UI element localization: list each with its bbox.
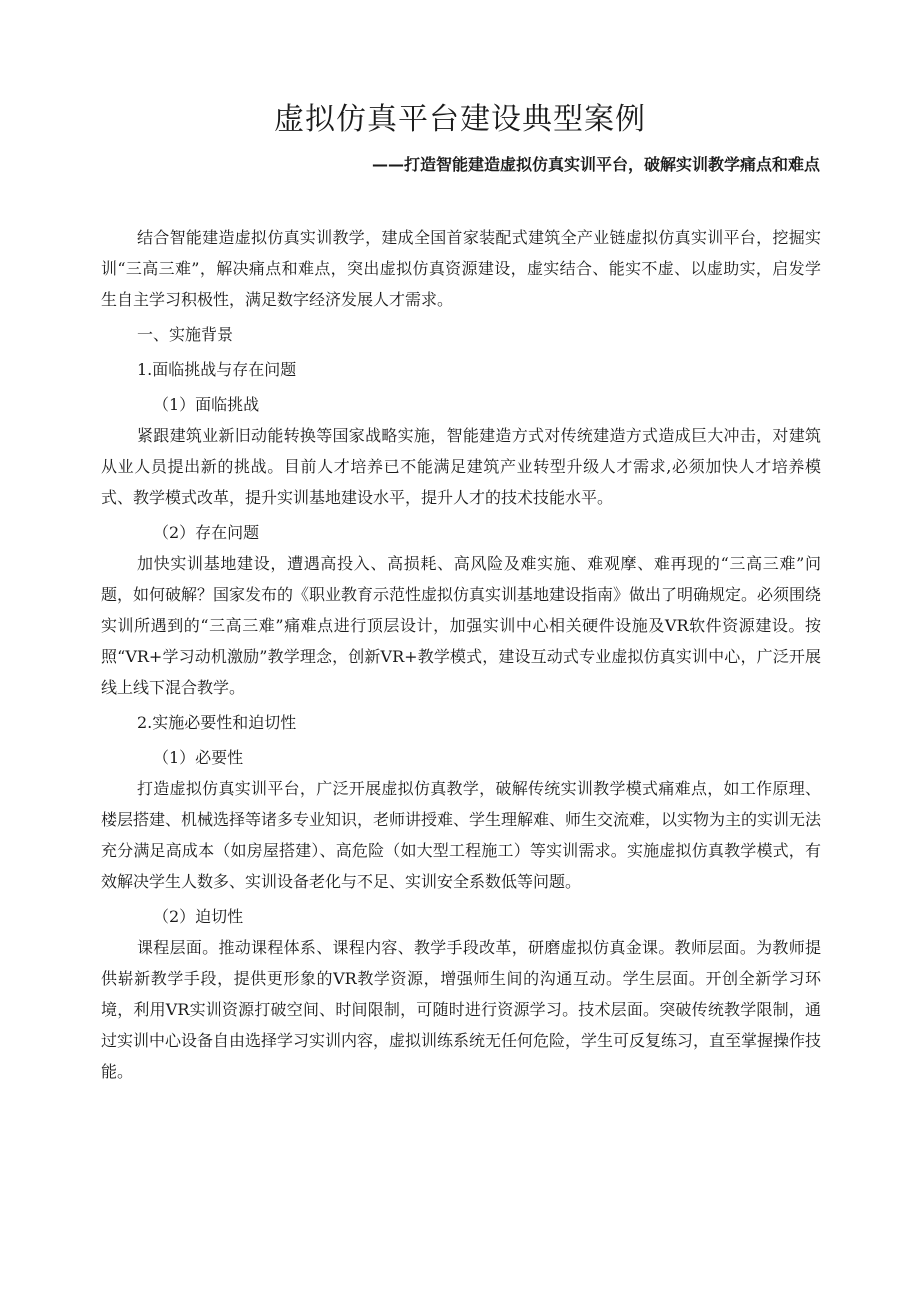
section-heading: 一、实施背景 (137, 325, 234, 344)
document-title: 虚拟仿真平台建设典型案例 (274, 102, 646, 137)
body-paragraph: 打造虚拟仿真实训平台，广泛开展虚拟仿真教学，破解传统实训教学模式痛难点，如工作原理、楼层搭建、机械选择等诸多专业知识，老师讲授难、学生理解难、师生交流难，以实物为主的实训无法充分满足高成本（如房屋搭建）、高危险（如大型工程施工）等实训需求。实施虚拟仿真教学模式，有效解决学生人数多、实训设备老化与不足、实训安全系数低等问题。 (101, 779, 822, 891)
item-heading: （2）存在问题 (153, 523, 260, 542)
body-paragraph: 紧跟建筑业新旧动能转换等国家战略实施，智能建造方式对传统建造方式造成巨大冲击，对建筑从业人员提出新的挑战。目前人才培养已不能满足建筑产业转型升级人才需求,必须加快人才培养模式、教学模式改革，提升实训基地建设水平，提升人才的技术技能水平。 (101, 426, 821, 507)
subsection-heading: 2.实施必要性和迫切性 (137, 713, 297, 732)
body-paragraph: 课程层面。推动课程体系、课程内容、教学手段改革，研磨虚拟仿真金课。教师层面。为教师提供崭新教学手段，提供更形象的VR教学资源，增强师生间的沟通互动。学生层面。开创全新学习环境，利用VR实训资源打破空间、时间限制，可随时进行资源学习。技术层面。突破传统教学限制，通过实训中心设备自由选择学习实训内容，虚拟训练系统无任何危险，学生可反复练习，直至掌握操作技能。 (101, 938, 822, 1081)
document-subtitle: ——打造智能建造虚拟仿真实训平台，破解实训教学痛点和难点 (371, 155, 820, 174)
intro-paragraph: 结合智能建造虚拟仿真实训教学，建成全国首家装配式建筑全产业链虚拟仿真实训平台，挖掘实训“三高三难”，解决痛点和难点，突出虚拟仿真资源建设，虚实结合、能实不虚、以虚助实，启发学生自主学习积极性，满足数字经济发展人才需求。 (101, 228, 821, 309)
item-heading: （1）面临挑战 (153, 395, 260, 414)
subsection-heading: 1.面临挑战与存在问题 (137, 360, 297, 379)
item-heading: （1）必要性 (153, 748, 244, 767)
body-paragraph: 加快实训基地建设，遭遇高投入、高损耗、高风险及难实施、难观摩、难再现的“三高三难”问题，如何破解？国家发布的《职业教育示范性虚拟仿真实训基地建设指南》做出了明确规定。必须围绕实训所遇到的“三高三难”痛难点进行顶层设计，加强实训中心相关硬件设施及VR软件资源建设。按照“VR+学习动机激励”教学理念，创新VR+教学模式，建设互动式专业虚拟仿真实训中心，广泛开展线上线下混合教学。 (101, 554, 822, 697)
document-body (101, 222, 821, 1087)
item-heading: （2）迫切性 (153, 907, 244, 926)
